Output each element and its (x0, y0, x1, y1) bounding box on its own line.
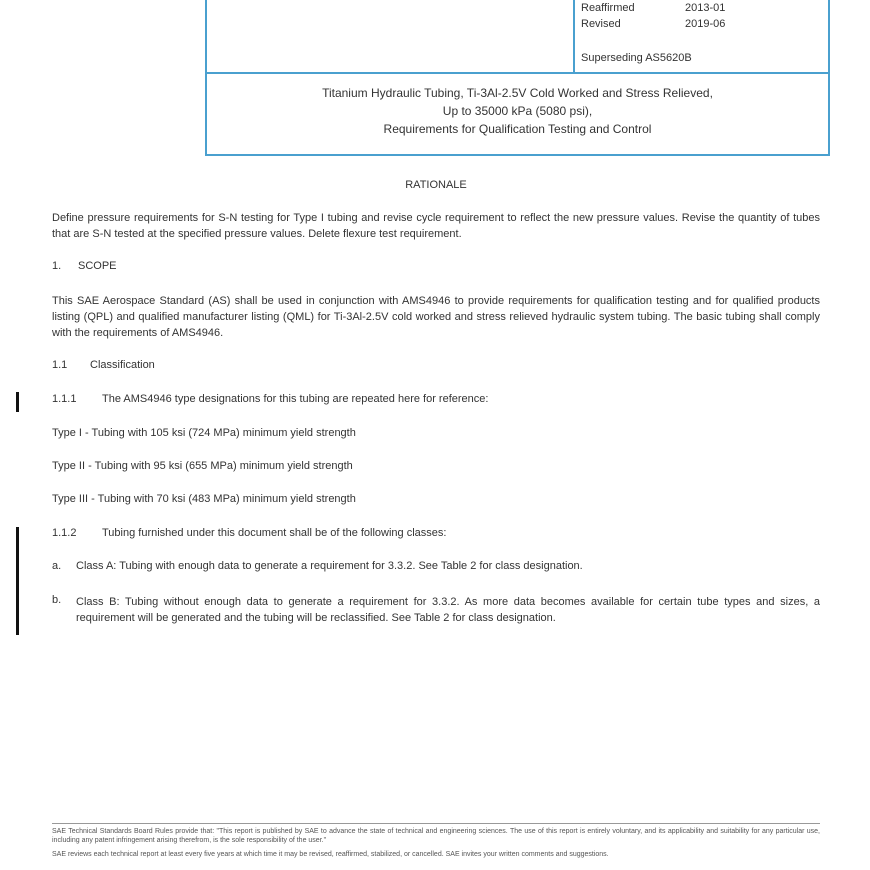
class-a-row (52, 560, 583, 572)
title-line: Up to 35000 kPa (5080 psi), (442, 104, 593, 118)
classification-heading-row (52, 359, 155, 371)
classification-number: 1.1 (52, 359, 68, 371)
type-iii-line: Type III - Tubing with 70 ksi (483 MPa) minimum yield strength (52, 493, 356, 505)
para-111-text: The AMS4946 type designations for this tubing are repeated here for reference: (102, 393, 489, 405)
revised-label: Revised (581, 18, 621, 30)
scope-text: This SAE Aerospace Standard (AS) shall be used in conjunction with AMS4946 to provide requirements for qualification testing and for qualified products listing (QPL) and qualified manufacturer listing (QML) for Ti-3Al-2.5V cold worked and stress relieved hydraulic system tubing. The basic tubing shall comply with the requirements of AMS4946. (52, 295, 820, 339)
reaffirmed-label: Reaffirmed (581, 2, 635, 14)
para-111-row (52, 393, 488, 405)
type-i-line: Type I - Tubing with 105 ksi (724 MPa) minimum yield strength (52, 427, 356, 439)
scope-heading-row (52, 260, 117, 272)
change-bar (16, 527, 19, 635)
class-b-label: b. (52, 594, 62, 606)
para-112-row (52, 527, 446, 539)
para-111-number: 1.1.1 (52, 393, 77, 405)
type-ii-line: Type II - Tubing with 95 ksi (655 MPa) minimum yield strength (52, 460, 353, 472)
class-b-text: Class B: Tubing without enough data to generate a requirement for 3.3.2. As more data becomes available for certain tube types and sizes, a requirement will be generated and the tubing will be reclassified. See Table 2 for class designation. (76, 596, 820, 624)
para-112-text: Tubing furnished under this document shall be of the following classes: (102, 527, 447, 539)
document-title (207, 84, 828, 138)
rationale-text: Define pressure requirements for S-N testing for Type I tubing and revise cycle requirement to reflect the new pressure values. Revise the quantity of tubes that are S-N tested at the specified pressure values. Delete flexure test requirement. (52, 212, 820, 240)
header-divider (573, 0, 575, 74)
title-line: Titanium Hydraulic Tubing, Ti-3Al-2.5V Cold Worked and Stress Relieved, (322, 86, 713, 100)
header-top-section (207, 0, 828, 74)
scope-number: 1. (52, 260, 62, 272)
document-header-box (205, 0, 830, 156)
reaffirmed-value: 2013-01 (685, 2, 726, 14)
scope-heading: SCOPE (78, 260, 117, 272)
para-112-number: 1.1.2 (52, 527, 77, 539)
footer-rule (52, 823, 820, 824)
title-line: Requirements for Qualification Testing and Control (383, 122, 652, 136)
class-a-label: a. (52, 560, 62, 572)
classification-heading: Classification (90, 359, 155, 371)
class-a-text: Class A: Tubing with enough data to generate a requirement for 3.3.2. See Table 2 for class designation. (76, 560, 583, 572)
footer-rules-text: SAE Technical Standards Board Rules provide that: "This report is published by SAE to advance the state of technical and engineering sciences. The use of this report is entirely voluntary, and its applicability and suitability for any particular use, including any patent infringement arising therefrom, is the sole responsibility of the user." (52, 828, 820, 844)
superseding-note: Superseding AS5620B (581, 52, 692, 64)
footer-review-text: SAE reviews each technical report at least every five years at which time it may be revised, reaffirmed, stabilized, or cancelled. SAE invites your written comments and suggestions. (52, 851, 609, 858)
revised-value: 2019-06 (685, 18, 726, 30)
change-bar (16, 392, 19, 412)
rationale-heading: RATIONALE (405, 179, 467, 191)
